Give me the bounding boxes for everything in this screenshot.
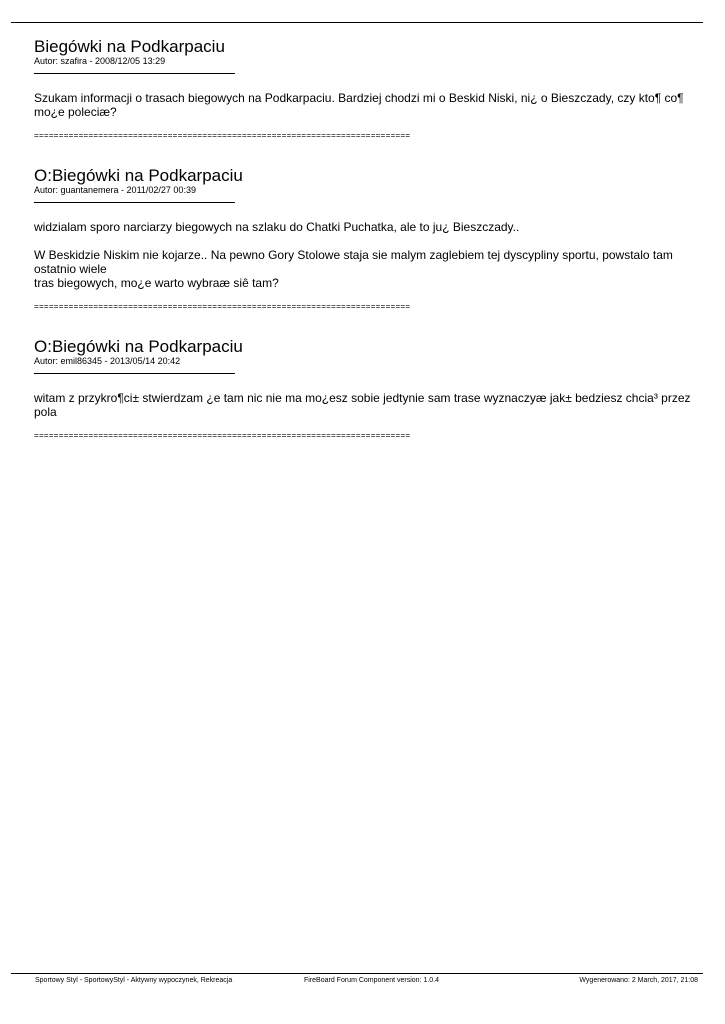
post-meta: Autor: szafira - 2008/12/05 13:29 — [34, 56, 166, 66]
post-separator: ============================================================================ — [34, 131, 411, 140]
forum-post — [34, 38, 694, 141]
post-meta: Autor: guantanemera - 2011/02/27 00:39 — [34, 185, 196, 195]
footer-site: Sportowy Styl - SportowyStyl - Aktywny wypoczynek, Rekreacja — [35, 977, 233, 984]
footer-generated: Wygenerowano: 2 March, 2017, 21:08 — [579, 977, 698, 984]
forum-post — [34, 338, 694, 441]
post-paragraph: W Beskidzie Niskim nie kojarze.. Na pewno Gory Stolowe staja sie malym zaglebiem tej dyscypliny sportu, powstalo tam ostatnio wiele — [34, 248, 673, 276]
post-paragraph: tras biegowych, mo¿e warto wybraæ siê tam? — [34, 276, 279, 290]
post-paragraph: widzialam sporo narciarzy biegowych na szlaku do Chatki Puchatka, ale to ju¿ Bieszczady.. — [34, 220, 520, 234]
post-paragraph: witam z przykro¶ci± stwierdzam ¿e tam nic nie ma mo¿esz sobie jedtynie sam trase wyznaczyæ jak± bedziesz chcia³ przez pola — [34, 391, 691, 419]
post-separator: ============================================================================ — [34, 302, 411, 311]
post-body — [34, 391, 694, 419]
meta-rule — [34, 73, 235, 74]
post-paragraph: Szukam informacji o trasach biegowych na Podkarpaciu. Bardziej chodzi mi o Beskid Niski, ni¿ o Bieszczady, czy kto¶ co¶ mo¿e poleciæ? — [34, 91, 684, 119]
post-body — [34, 91, 694, 119]
forum-post — [34, 167, 694, 312]
footer-component: FireBoard Forum Component version: 1.0.4 — [304, 977, 440, 984]
meta-rule — [34, 373, 235, 374]
footer-rule — [11, 973, 703, 974]
post-title: O:Biegówki na Podkarpaciu — [34, 337, 243, 356]
post-body — [34, 220, 694, 290]
meta-rule — [34, 202, 235, 203]
post-meta: Autor: emil86345 - 2013/05/14 20:42 — [34, 356, 181, 366]
post-title: O:Biegówki na Podkarpaciu — [34, 166, 243, 185]
top-rule — [11, 22, 703, 23]
post-title: Biegówki na Podkarpaciu — [34, 37, 225, 56]
post-separator: ============================================================================ — [34, 431, 411, 440]
